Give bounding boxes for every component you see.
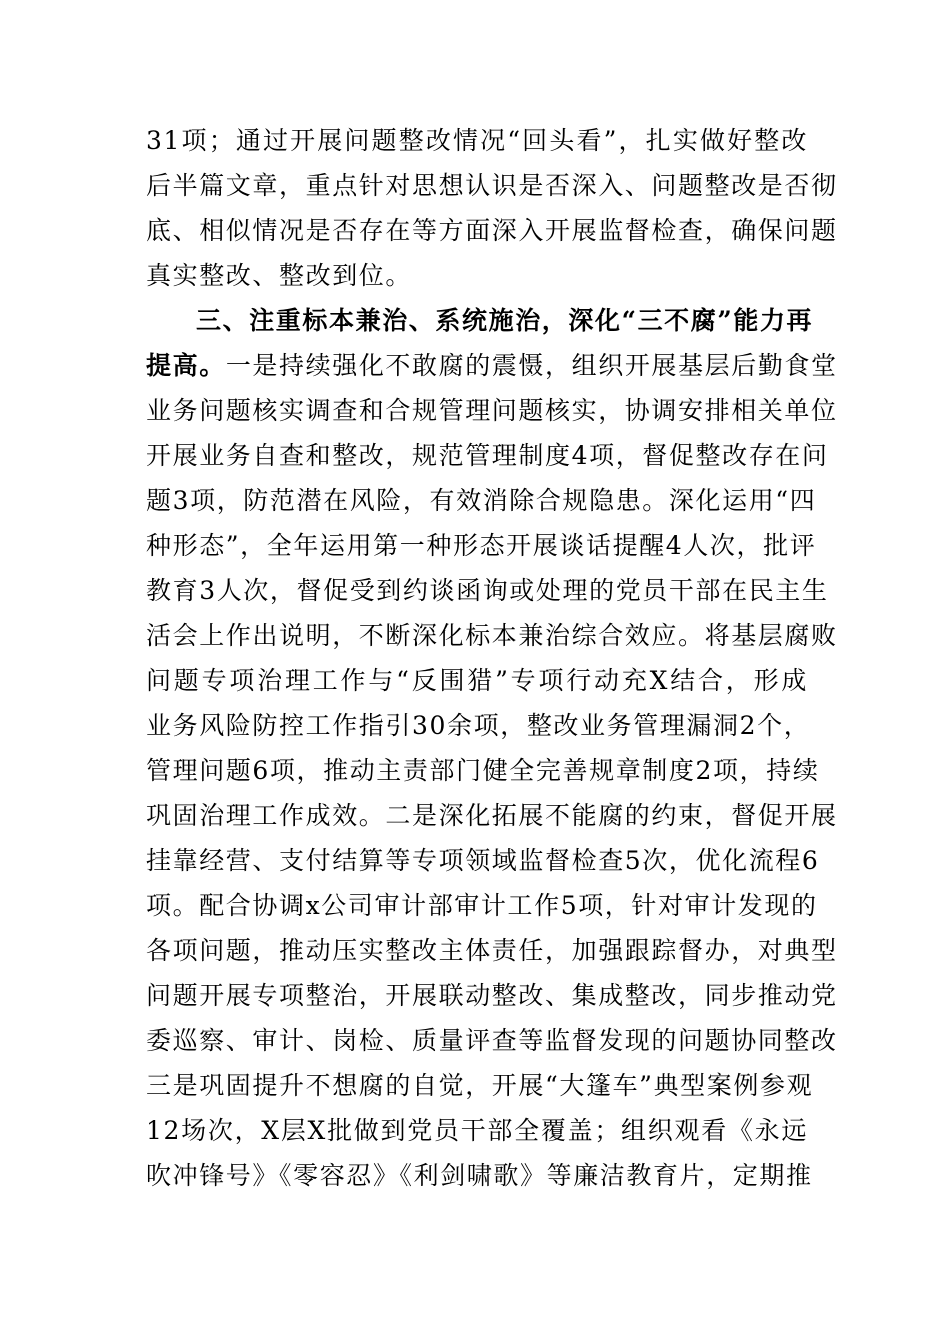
paragraph-2-line: 业务问题核实调查和合规管理问题核实，协调安排相关单位 <box>146 396 838 425</box>
paragraph-2-line: 各项问题，推动压实整改主体责任，加强跟踪督办，对典型 <box>146 936 838 965</box>
paragraph-2 <box>146 298 838 1198</box>
paragraph-2-line: 业务风险防控工作指引30余项，整改业务管理漏洞2个， <box>146 711 811 740</box>
paragraph-2-line: 问题开展专项整治，开展联动整改、集成整改，同步推动党 <box>146 981 838 1010</box>
paragraph-1-line: 后半篇文章，重点针对思想认识是否深入、问题整改是否彻 <box>146 171 838 200</box>
paragraph-2-line: 三是巩固提升不想腐的自觉，开展“大篷车”典型案例参观 <box>146 1071 814 1100</box>
paragraph-2-line: 开展业务自查和整改，规范管理制度4项，督促整改存在问 <box>146 441 829 470</box>
paragraph-1-line: 真实整改、整改到位。 <box>146 261 413 290</box>
paragraph-2-line: 挂靠经营、支付结算等专项领域监督检查5次，优化流程6 <box>146 846 820 875</box>
paragraph-2-line <box>146 343 838 388</box>
paragraph-2-line: 教育3人次，督促受到约谈函询或处理的党员干部在民主生 <box>146 576 829 605</box>
section-heading: 三、注重标本兼治、系统施治，深化“三不腐”能力再 <box>196 306 814 335</box>
paragraph-2-line: 问题专项治理工作与“反围猎”专项行动充X结合，形成 <box>146 666 808 695</box>
paragraph-2-line: 吹冲锋号》《零容忍》《利剑啸歌》等廉洁教育片，定期推 <box>146 1161 813 1190</box>
paragraph-2-line: 12场次，X层X批做到党员干部全覆盖；组织观看《永远 <box>146 1116 808 1145</box>
paragraph-2-line: 种形态”，全年运用第一种形态开展谈话提醒4人次，批评 <box>146 531 817 560</box>
paragraph-2-line: 管理问题6项，推动主责部门健全完善规章制度2项，持续 <box>146 756 820 785</box>
document-body <box>146 118 838 1198</box>
paragraph-1-line: 31项；通过开展问题整改情况“回头看”，扎实做好整改 <box>146 126 808 155</box>
paragraph-2-line: 委巡察、审计、岗检、质量评查等监督发现的问题协同整改 <box>146 1026 838 1055</box>
section-heading-end: 提高。 <box>146 351 226 380</box>
paragraph-2-line: 巩固治理工作成效。二是深化拓展不能腐的约束，督促开展 <box>146 801 838 830</box>
paragraph-2-line: 活会上作出说明，不断深化标本兼治综合效应。将基层腐败 <box>146 621 838 650</box>
paragraph-2-text: 一是持续强化不敢腐的震慑，组织开展基层后勤食堂 <box>225 351 838 380</box>
paragraph-2-line: 项。配合协调x公司审计部审计工作5项，针对审计发现的 <box>146 891 818 920</box>
paragraph-2-line: 题3项，防范潜在风险，有效消除合规隐患。深化运用“四 <box>146 486 817 515</box>
paragraph-1-line: 底、相似情况是否存在等方面深入开展监督检查，确保问题 <box>146 216 838 245</box>
paragraph-1 <box>146 118 838 298</box>
